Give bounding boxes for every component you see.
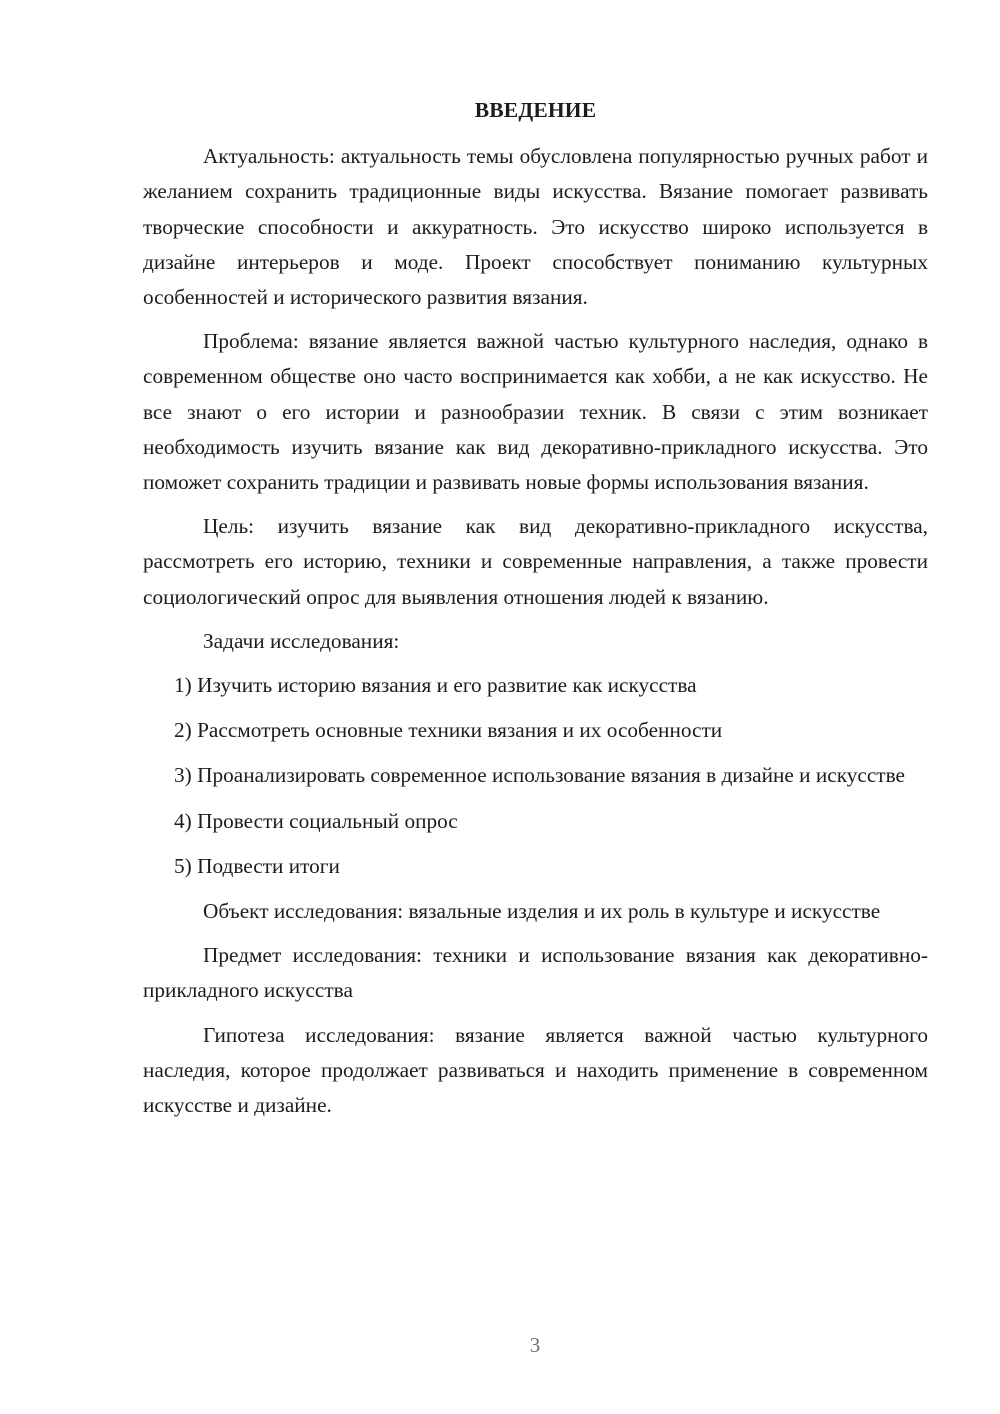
subject-paragraph: Предмет исследования: техники и использование вязания как декоративно-прикладного искусства (143, 943, 928, 1003)
problem-paragraph: Проблема: вязание является важной частью культурного наследия, однако в современном обществе оно часто воспринимается как хобби, а не как искусство. Не все знают о его истории и разнообразии техник. В связи с этим возникает необходимость изучить вязание как вид декоративно-прикладного искусства. Это поможет сохранить традиции и развивать новые формы использования вязания. (143, 329, 928, 495)
task-item: 4) Провести социальный опрос (174, 808, 458, 833)
page-number: 3 (529, 1333, 541, 1357)
task-item: 5) Подвести итоги (174, 853, 340, 878)
relevance-paragraph: Актуальность: актуальность темы обусловлена популярностью ручных работ и желанием сохранить традиционные виды искусства. Вязание помогает развивать творческие способности и аккуратность. Это искусство широко используется в дизайне интерьеров и моде. Проект способствует пониманию культурных особенностей и исторического развития вязания. (143, 144, 928, 310)
goal-paragraph: Цель: изучить вязание как вид декоративно-прикладного искусства, рассмотреть его историю, техники и современные направления, а также провести социологический опрос для выявления отношения людей к вязанию. (143, 514, 928, 609)
task-item: 3) Проанализировать современное использование вязания в дизайне и искусстве (174, 763, 905, 788)
object-paragraph: Объект исследования: вязальные изделия и их роль в культуре и искусстве (203, 899, 881, 924)
hypothesis-paragraph: Гипотеза исследования: вязание является важной частью культурного наследия, которое продолжает развиваться и находить применение в современном искусстве и дизайне. (143, 1022, 928, 1118)
task-item: 1) Изучить историю вязания и его развитие как искусства (174, 673, 697, 698)
tasks-heading: Задачи исследования: (203, 628, 400, 653)
section-title: ВВЕДЕНИЕ (474, 98, 597, 122)
task-item: 2) Рассмотреть основные техники вязания и их особенности (174, 718, 723, 743)
document-page (143, 93, 928, 1132)
